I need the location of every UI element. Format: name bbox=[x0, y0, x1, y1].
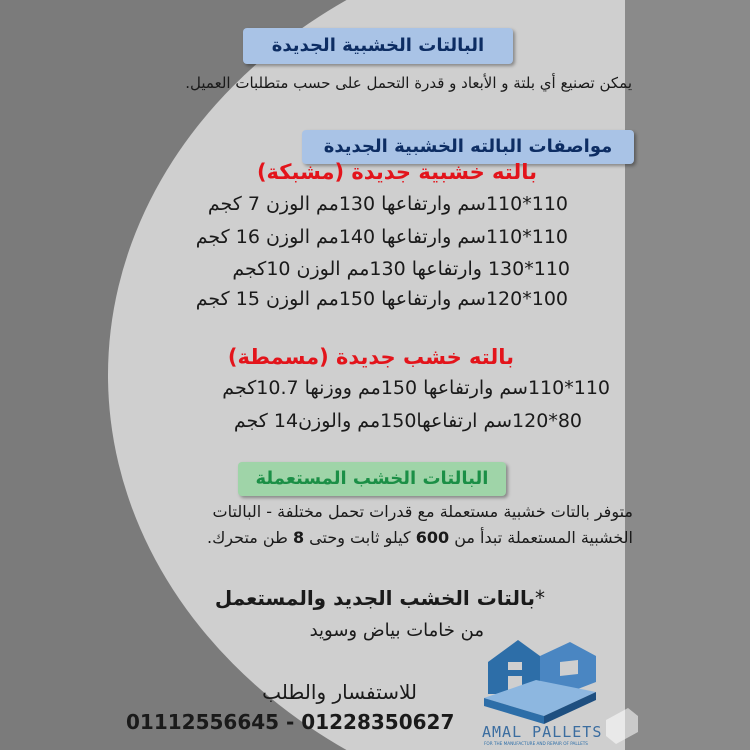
specs-heading: مواصفات البالته الخشبية الجديدة bbox=[323, 136, 613, 157]
materials-star: * bbox=[535, 586, 545, 610]
mesh-spec-line-2: 110*110سم وارتفاعها 140مم الوزن 16 كجم bbox=[195, 226, 568, 248]
materials-title-line bbox=[215, 586, 545, 610]
used-line-2-suffix: طن متحرك. bbox=[207, 528, 293, 547]
flat-pallet-title: بالته خشب جديدة (مسمطة) bbox=[227, 345, 514, 369]
materials-sub: من خامات بياض وسويد bbox=[309, 620, 484, 641]
logo-name: AMAL PALLETS bbox=[482, 723, 603, 741]
used-heading-bubble bbox=[238, 462, 506, 496]
used-max-capacity: 8 bbox=[292, 528, 305, 547]
flat-spec-line-2: 80*120سم ارتفاعها150مم والوزن14 كجم bbox=[233, 410, 582, 432]
mesh-spec-line-4: 100*120سم وارتفاعها 150مم الوزن 15 كجم bbox=[195, 288, 568, 310]
mesh-spec-line-3: 110*130 وارتفاعها 130مم الوزن 10كجم bbox=[232, 258, 570, 280]
new-pallets-heading: البالتات الخشبية الجديدة bbox=[271, 35, 485, 56]
used-min-capacity: 600 bbox=[415, 528, 450, 547]
specs-heading-bubble bbox=[302, 130, 634, 164]
new-pallets-intro: يمكن تصنيع أي بلتة و الأبعاد و قدرة التحمل على حسب متطلبات العميل. bbox=[185, 74, 632, 92]
contact-label: للاستفسار والطلب bbox=[262, 680, 417, 704]
new-pallets-heading-bubble bbox=[243, 28, 513, 64]
used-line-2 bbox=[207, 528, 633, 547]
used-line-2-mid: كيلو ثابت وحتى bbox=[304, 528, 416, 547]
used-line-1: متوفر بالتات خشبية مستعملة مع قدرات تحمل مختلفة - البالتات bbox=[212, 502, 633, 521]
used-line-2-prefix: الخشبية المستعملة تبدأ من bbox=[449, 528, 633, 547]
amal-pallets-logo bbox=[478, 632, 638, 747]
background-right-band bbox=[625, 0, 750, 750]
logo-tagline: FOR THE MANUFACTURE AND REPAIR OF PALLETS bbox=[484, 741, 588, 746]
materials-title: بالتات الخشب الجديد والمستعمل bbox=[214, 586, 535, 610]
contact-phones[interactable]: 01112556645 - 01228350627 bbox=[126, 710, 455, 734]
used-heading: البالتات الخشب المستعملة bbox=[255, 468, 489, 489]
mesh-spec-line-1: 110*110سم وارتفاعها 130مم الوزن 7 كجم bbox=[207, 193, 568, 215]
pallet-logo-icon bbox=[478, 632, 638, 747]
flat-spec-line-1: 110*110سم وارتفاعها 150مم ووزنها 10.7كجم bbox=[222, 377, 610, 399]
mesh-pallet-title: بالته خشبية جديدة (مشبكة) bbox=[256, 160, 537, 184]
